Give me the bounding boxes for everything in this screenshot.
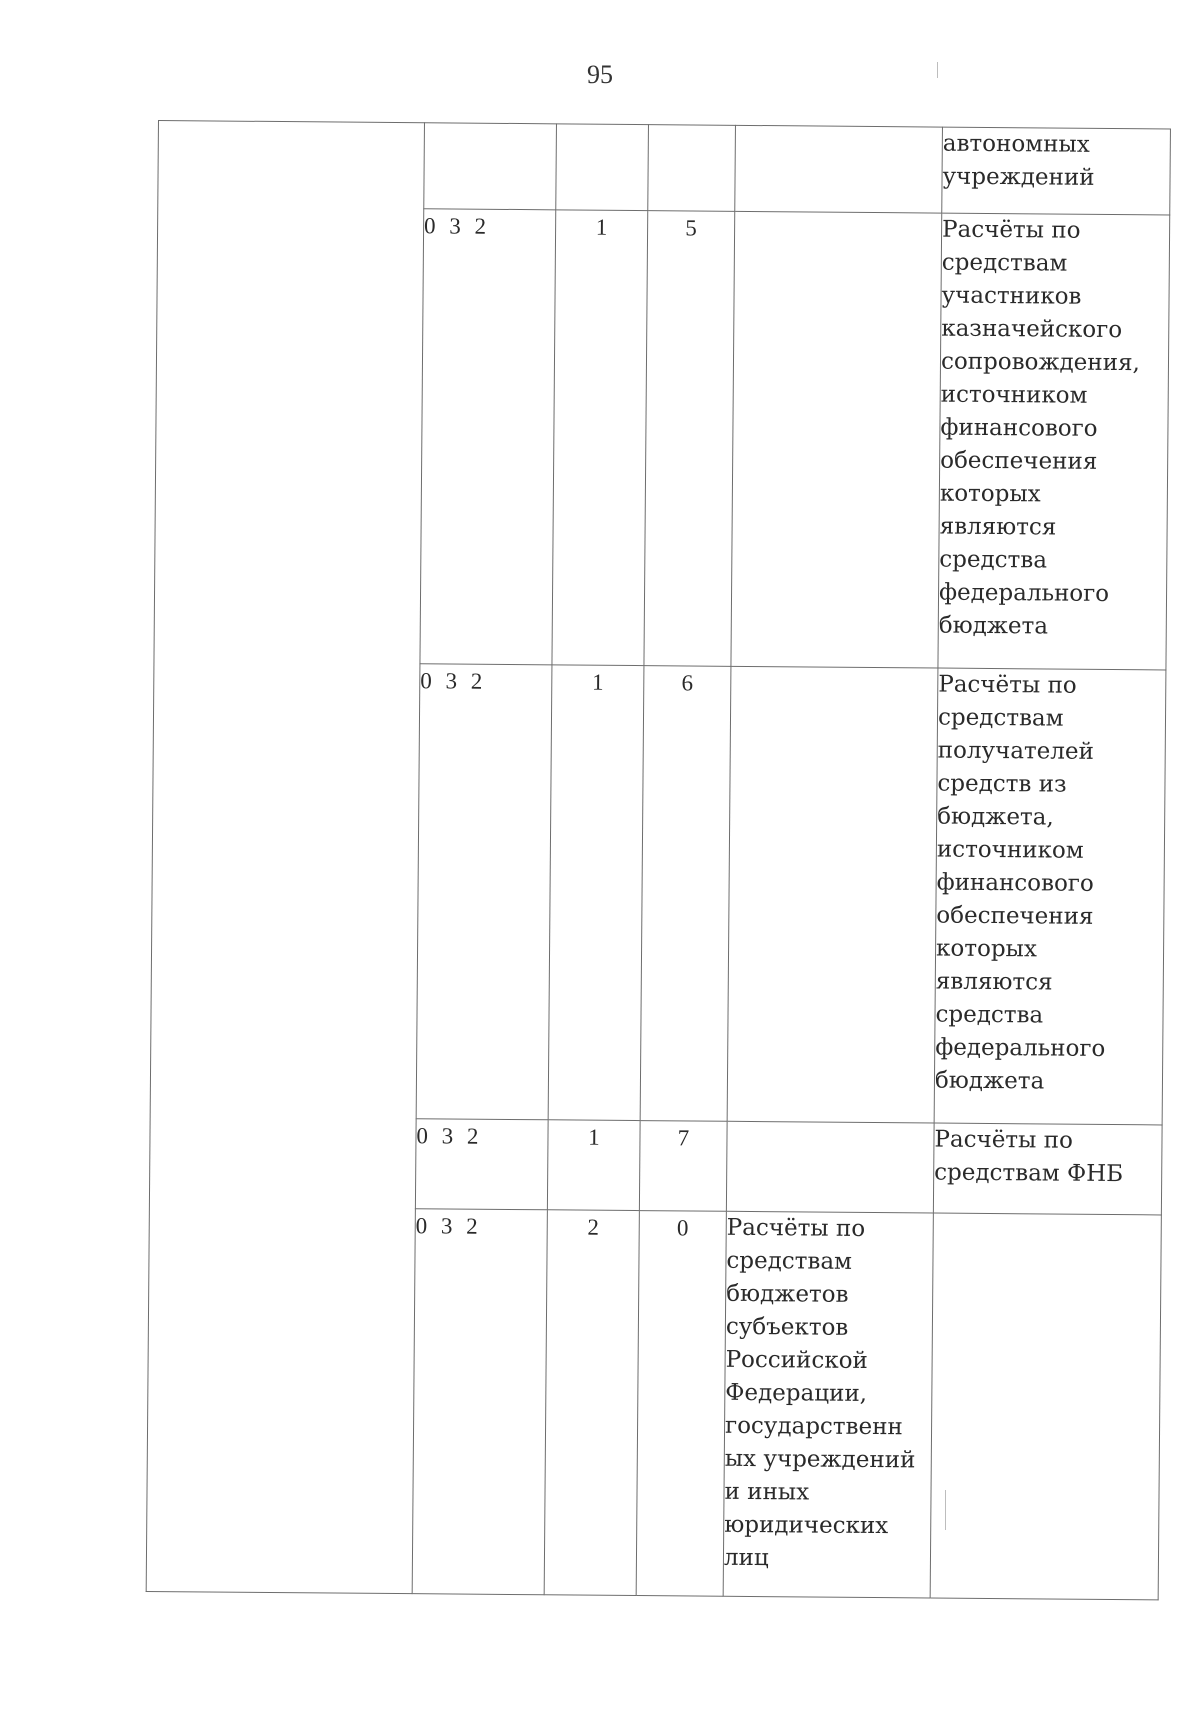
accounts-table bbox=[146, 120, 1171, 1600]
group-cell: 1 bbox=[552, 210, 648, 666]
item-description-cell: Расчёты по средствам получателей средств из бюджета, источником финансового обеспечения которых являются средства федерального бюджета bbox=[934, 668, 1166, 1125]
item-description-cell: Расчёты по средствам участников казначейского сопровождения, источником финансового обеспечения которых являются средства федерального бюджета bbox=[938, 213, 1170, 670]
page-number: 95 bbox=[587, 60, 613, 89]
table-row bbox=[158, 121, 1171, 215]
group-cell bbox=[556, 124, 649, 211]
item-cell: 0 bbox=[636, 1211, 726, 1597]
subgroup-description-cell bbox=[726, 1121, 934, 1213]
item-description-cell: Расчёты по средствам ФНБ bbox=[933, 1123, 1162, 1215]
item-description-cell bbox=[930, 1213, 1161, 1600]
subgroup-description-cell bbox=[731, 211, 942, 668]
subgroup-description-cell: Расчёты по средствам бюджетов субъектов Российской Федерации, государственн ых учреждений и иных юридических лиц bbox=[723, 1211, 933, 1598]
code-cell: 0 3 2 bbox=[415, 1119, 548, 1210]
subgroup-description-cell bbox=[735, 125, 943, 213]
item-cell: 7 bbox=[639, 1121, 727, 1212]
code-cell: 0 3 2 bbox=[412, 1209, 547, 1595]
code-cell: 0 3 2 bbox=[416, 664, 552, 1120]
code-cell: 0 3 2 bbox=[420, 209, 556, 665]
code-cell bbox=[424, 123, 557, 210]
group-cell: 2 bbox=[544, 1210, 639, 1596]
item-cell: 5 bbox=[644, 211, 735, 667]
group-cell: 1 bbox=[548, 665, 644, 1121]
group-cell: 1 bbox=[547, 1120, 640, 1211]
item-cell bbox=[648, 125, 736, 212]
item-description-cell: автономных учреждений bbox=[942, 127, 1171, 215]
scan-artifact-line bbox=[937, 62, 938, 78]
merged-left-cell bbox=[146, 121, 424, 1594]
subgroup-description-cell bbox=[727, 666, 938, 1123]
item-cell: 6 bbox=[640, 666, 731, 1122]
